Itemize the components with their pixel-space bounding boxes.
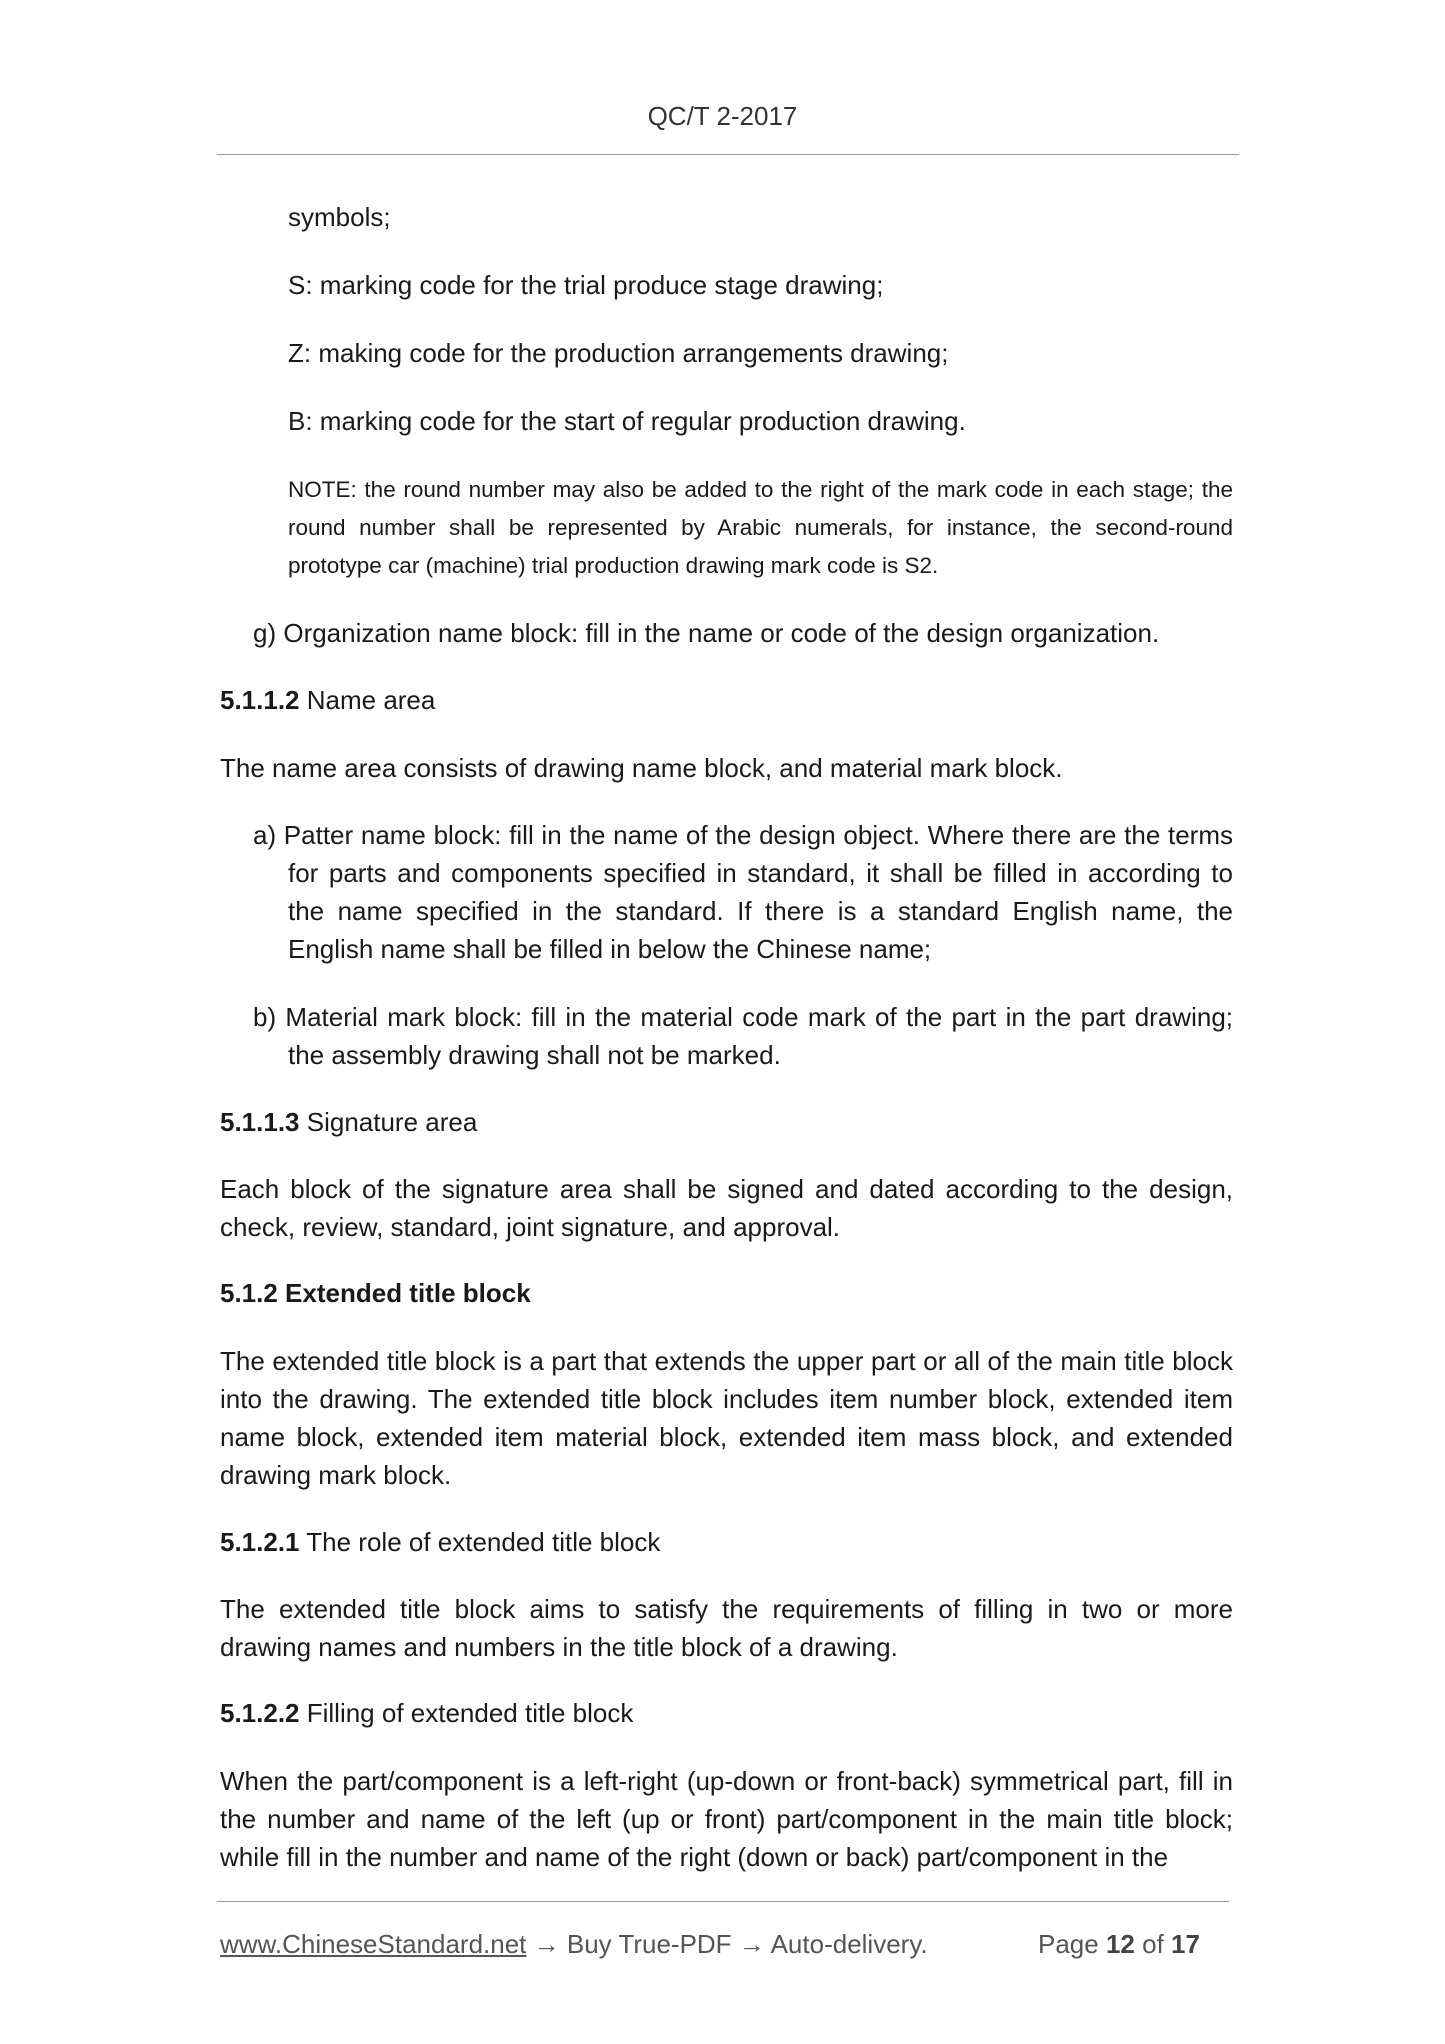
heading-text: 5.1.2 Extended title block bbox=[220, 1278, 531, 1308]
heading-title: Name area bbox=[299, 685, 436, 715]
line-b-code: B: marking code for the start of regular production drawing. bbox=[288, 406, 966, 436]
line-s-code: S: marking code for the trial produce stage drawing; bbox=[288, 270, 884, 300]
heading-5-1-1-2 bbox=[220, 681, 435, 719]
heading-5-1-2-2 bbox=[220, 1694, 633, 1732]
heading-number: 5.1.2.2 bbox=[220, 1698, 300, 1728]
line-symbols: symbols; bbox=[288, 202, 391, 232]
page-header: QC/T 2-2017 bbox=[647, 101, 798, 131]
page-total: 17 bbox=[1171, 1929, 1200, 1959]
signature-paragraph: Each block of the signature area shall be signed and dated according to the design, check, review, standard, joint signature, and approval. bbox=[220, 1174, 1233, 1242]
role-paragraph: The extended title block aims to satisfy the requirements of filling in two or more drawing names and numbers in the title block of a drawing. bbox=[220, 1594, 1233, 1662]
page-current: 12 bbox=[1105, 1929, 1135, 1959]
heading-title: Signature area bbox=[299, 1107, 478, 1137]
heading-number: 5.1.1.3 bbox=[220, 1107, 300, 1137]
footer-buy-text: Buy True-PDF bbox=[566, 1929, 732, 1959]
line-z-code: Z: making code for the production arrangements drawing; bbox=[288, 338, 949, 368]
header-divider bbox=[217, 154, 1239, 155]
heading-title: The role of extended title block bbox=[299, 1527, 661, 1557]
heading-5-1-1-3 bbox=[220, 1103, 477, 1141]
footer-divider bbox=[217, 1901, 1229, 1902]
heading-number: 5.1.1.2 bbox=[220, 685, 300, 715]
item-g: g) Organization name block: fill in the name or code of the design organization. bbox=[253, 618, 1160, 648]
filling-paragraph: When the part/component is a left-right (up-down or front-back) symmetrical part, fill in the number and name of the left (up or front) part/component in the main title block; while fill in the number and name of the right (down or back) part/component in the bbox=[220, 1766, 1233, 1872]
arrow-icon: → bbox=[526, 1929, 567, 1959]
heading-5-1-2 bbox=[220, 1274, 531, 1312]
heading-title: Filling of extended title block bbox=[299, 1698, 634, 1728]
page-number bbox=[1038, 1925, 1200, 1963]
item-b: b) Material mark block: fill in the material code mark of the part in the part drawing; the assembly drawing shall not be marked. bbox=[253, 1002, 1233, 1070]
heading-number: 5.1.2.1 bbox=[220, 1527, 300, 1557]
arrow-icon: → bbox=[731, 1929, 771, 1959]
extended-paragraph: The extended title block is a part that extends the upper part or all of the main title block into the drawing. The extended title block includes item number block, extended item name block, extended item material block, extended item mass block, and extended drawing mark block. bbox=[220, 1346, 1233, 1490]
name-area-intro: The name area consists of drawing name block, and material mark block. bbox=[220, 753, 1063, 783]
page-label: Page bbox=[1038, 1929, 1099, 1959]
footer-promo bbox=[220, 1925, 928, 1963]
note-paragraph: NOTE: the round number may also be added to the right of the mark code in each stage; the round number shall be represented by Arabic numerals, for instance, the second-round prototype car (machine) trial production drawing mark code is S2. bbox=[288, 477, 1233, 578]
footer-delivery-text: Auto-delivery. bbox=[770, 1929, 928, 1959]
page-of-label: of bbox=[1142, 1929, 1164, 1959]
item-a: a) Patter name block: fill in the name of the design object. Where there are the terms for parts and components specified in standard, it shall be filled in according to the name specified in the standard. If there is a standard English name, the English name shall be filled in below the Chinese name; bbox=[253, 820, 1233, 964]
heading-5-1-2-1 bbox=[220, 1523, 660, 1561]
footer-website-link[interactable]: www.ChineseStandard.net bbox=[220, 1929, 527, 1959]
